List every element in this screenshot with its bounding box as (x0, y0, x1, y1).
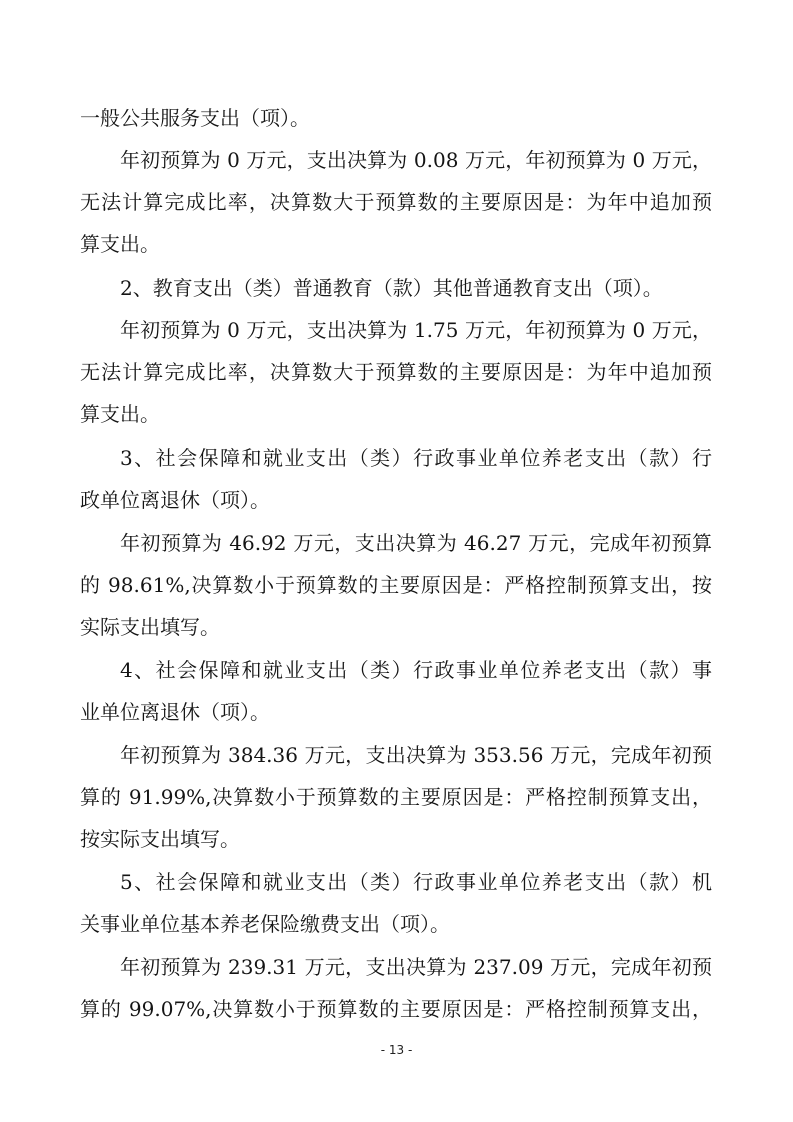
text-line: 一般公共服务支出（项）。 (80, 106, 310, 130)
item-heading: 2、教育支出（类）普通教育（款）其他普通教育支出（项）。 (120, 276, 663, 300)
text-line: 算支出。 (80, 402, 160, 426)
item-heading: 4、社会保障和就业支出（类）行政事业单位养老支出（款）事 (120, 658, 712, 682)
item-heading: 政单位离退休（项）。 (80, 488, 270, 512)
text-line: 年初预算为 46.92 万元，支出决算为 46.27 万元，完成年初预算 (120, 531, 712, 555)
page-number: - 13 - (380, 1043, 413, 1057)
text-line: 算的 91.99%,决算数小于预算数的主要原因是：严格控制预算支出， (80, 785, 712, 809)
text-line: 无法计算完成比率，决算数大于预算数的主要原因是：为年中追加预 (80, 190, 712, 214)
item-heading: 关事业单位基本养老保险缴费支出（项）。 (80, 912, 450, 936)
text-line: 年初预算为 384.36 万元，支出决算为 353.56 万元，完成年初预 (120, 743, 712, 767)
text-line: 算的 99.07%,决算数小于预算数的主要原因是：严格控制预算支出， (80, 997, 712, 1021)
text-line: 年初预算为 0 万元，支出决算为 0.08 万元，年初预算为 0 万元， (120, 148, 712, 172)
text-line: 算支出。 (80, 232, 160, 256)
text-line: 按实际支出填写。 (80, 827, 240, 851)
item-heading: 业单位离退休（项）。 (80, 700, 270, 724)
text-line: 年初预算为 0 万元，支出决算为 1.75 万元，年初预算为 0 万元， (120, 318, 712, 342)
text-line: 的 98.61%,决算数小于预算数的主要原因是：严格控制预算支出，按 (80, 573, 712, 597)
text-line: 实际支出填写。 (80, 615, 220, 639)
text-line: 无法计算完成比率，决算数大于预算数的主要原因是：为年中追加预 (80, 360, 712, 384)
text-line: 年初预算为 239.31 万元，支出决算为 237.09 万元，完成年初预 (120, 955, 712, 979)
item-heading: 3、社会保障和就业支出（类）行政事业单位养老支出（款）行 (120, 446, 712, 470)
item-heading: 5、社会保障和就业支出（类）行政事业单位养老支出（款）机 (120, 870, 712, 894)
